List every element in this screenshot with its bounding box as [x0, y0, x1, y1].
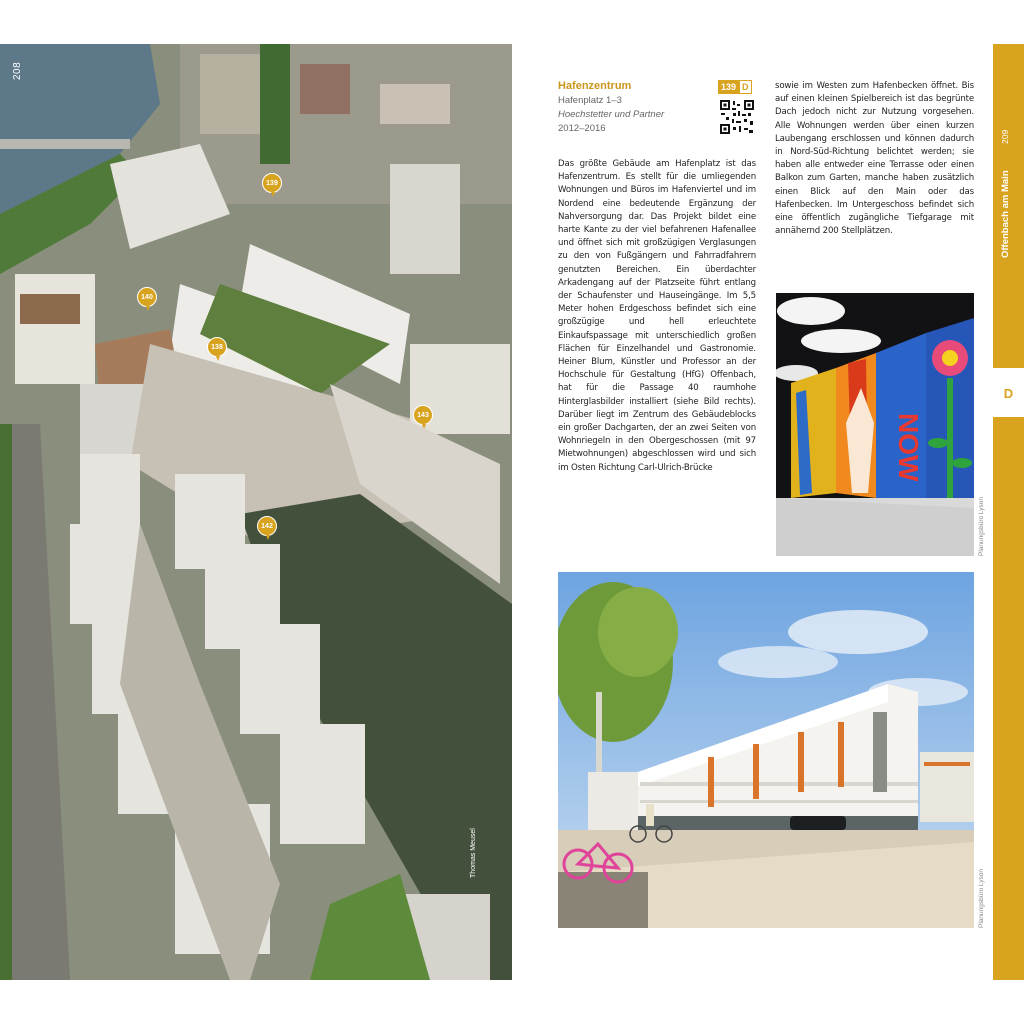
- building-photo: [558, 572, 974, 928]
- qr-code-icon[interactable]: [719, 99, 755, 135]
- entry-years: 2012–2016: [558, 123, 606, 134]
- mural-photo: [776, 293, 974, 556]
- map-pin-140[interactable]: 140: [137, 287, 157, 307]
- body-text-column-2: sowie im Westen zum Hafenbecken öffnet. Bis auf einen kleinen Spielbereich ist das begrünte Dach jedoch nicht zur Nutzung vorgesehen. Alle Wohnungen werden über einen kurzen Laubengang erschlossen und können dadurch in Nord-Süd-Richtung belichtet werden; sie haben alle entweder eine Terrasse oder einen Balkon zum Garten, manche haben zusätzlich einen Blick auf den Main oder das Hafenbecken. Im Untergeschoss befindet sich eine öffentlich zugängliche Tiefgarage mit annähernd 200 Stellplätzen.: [775, 81, 974, 237]
- building-photo-credit: Planungsbüro Lyson: [978, 868, 985, 928]
- chapter-letter-tab[interactable]: D: [993, 384, 1024, 404]
- body-text-column-1: Das größte Gebäude am Hafenplatz ist das Hafenzentrum. Es stellt für die umliegenden Wohnungen und Büros im Hafenviertel und im Nordend eine bedeutende Ergänzung der Nahversorgung dar. Das Projekt bildet eine harte Kante zu der viel befahrenen Hafenallee und öffnet sich mit großzügigen Verglasungen zu den von Fußgängern und Fahrradfahrern genutzten Bereichen. Ein überdachter Arkadengang auf der Platzseite führt entlang der Schaufenster und Hauseingänge. Im 5,5 Meter hohen Erdgeschoss befindet sich eine großzügige und hell erleuchtete Einkaufspassage mit unterschiedlich großen Flächen für Einzelhandel und Gastronomie. Heiner Blum, Künstler und Professor an der Hochschule für Gestaltung (HfG) Offenbach, hat für die Passage 40 raumhohe Hinterglasbilder installiert (siehe Bild rechts). Darüber liegt im Zentrum des Gebäudeblocks ein großer Dachgarten, der an zwei Seiten von Wohnriegeln in den Obergeschossen (mit 97 Mietwohnungen) abgeschlossen wird und sich im Osten Richtung Carl-Ulrich-Brücke: [558, 159, 756, 473]
- entry-badge: [718, 80, 752, 94]
- building-photo-illustration: [558, 572, 974, 928]
- page-number-left: 208: [12, 61, 23, 80]
- mural-photo-credit: Planungsbüro Lyson: [978, 496, 985, 556]
- chapter-title: Offenbach am Main: [1000, 170, 1011, 258]
- badge-number: 139: [718, 80, 739, 94]
- mural-lettering: NOW: [893, 413, 924, 482]
- map-pin-138[interactable]: 138: [207, 337, 227, 357]
- map-pin-139[interactable]: 139: [262, 173, 282, 193]
- aerial-photo-credit: Thomas Meusel: [470, 828, 477, 878]
- map-pin-142[interactable]: 142: [257, 516, 277, 536]
- page-number-right: 209: [1000, 129, 1010, 144]
- aerial-photo-illustration: [0, 44, 512, 980]
- badge-letter: D: [739, 80, 752, 94]
- entry-title: Hafenzentrum: [558, 80, 632, 92]
- map-pin-143[interactable]: 143: [413, 405, 433, 425]
- sidebar-bottom-band: [993, 417, 1024, 980]
- chapter-sidebar: [993, 44, 1024, 980]
- aerial-photo: [0, 44, 512, 980]
- mural-photo-illustration: [776, 293, 974, 556]
- entry-address: Hafenplatz 1–3: [558, 95, 622, 106]
- entry-architect: Hoechstetter und Partner: [558, 109, 665, 120]
